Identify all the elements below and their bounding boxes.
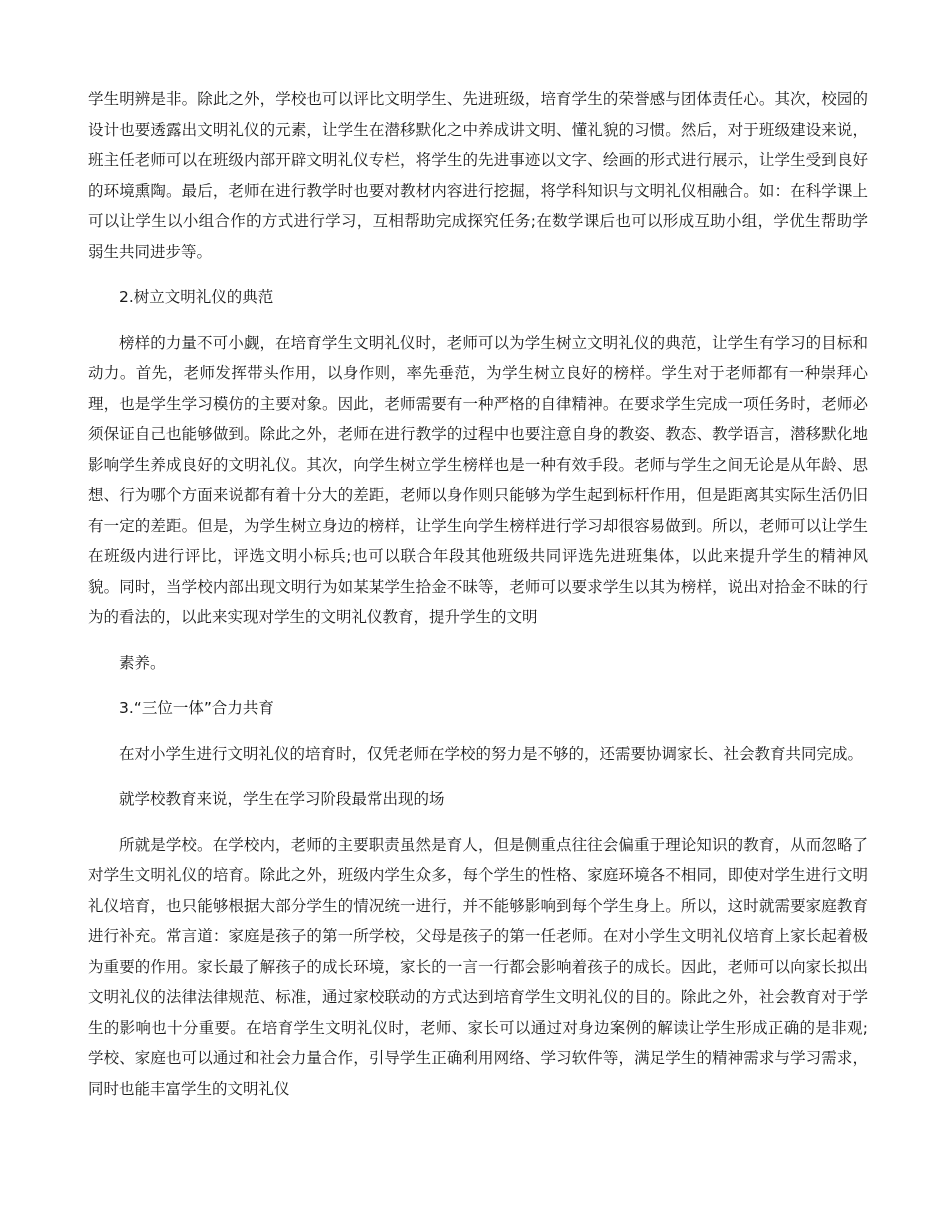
section-heading-2: 2.树立文明礼仪的典范 bbox=[119, 288, 274, 306]
paragraph-role-model: 榜样的力量不可小觑，在培育学生文明礼仪时，老师可以为学生树立文明礼仪的典范，让学生有学习的目标和动力。首先，老师发挥带头作用，以身作则，率先垂范，为学生树立良好的榜样。学生对于老师都有一种崇拜心理，也是学生学习模仿的主要对象。因此，老师需要有一种严格的自律精神。在要求学生完成一项任务时，老师必须保证自己也能够做到。除此之外，老师在进行教学的过程中也要注意自身的教姿、教态、教学语言，潜移默化地影响学生养成良好的文明礼仪。其次，向学生树立学生榜样也是一种有效手段。老师与学生之间无论是从年龄、思想、行为哪个方面来说都有着十分大的差距，老师以身作则只能够为学生起到标杆作用，但是距离其实际生活仍旧有一定的差距。但是，为学生树立身边的榜样，让学生向学生榜样进行学习却很容易做到。所以，老师可以让学生在班级内进行评比，评选文明小标兵;也可以联合年段其他班级共同评选先进班集体，以此来提升学生的精神风貌。同时，当学校内部出现文明行为如某某学生拾金不昧等，老师可以要求学生以其为榜样，说出对拾金不昧的行为的看法的，以此来实现对学生的文明礼仪教育，提升学生的文明 bbox=[88, 333, 868, 626]
paragraph-intro-cooperation: 在对小学生进行文明礼仪的培育时，仅凭老师在学校的努力是不够的，还需要协调家长、社会教育共同完成。 bbox=[119, 744, 864, 763]
paragraph-fragment: 素养。 bbox=[119, 653, 166, 672]
paragraph-continuation: 学生明辨是非。除此之外，学校也可以评比文明学生、先进班级，培育学生的荣誉感与团体责任心。其次，校园的设计也要透露出文明礼仪的元素，让学生在潜移默化之中养成讲文明、懂礼貌的习惯。然后，对于班级建设来说，班主任老师可以在班级内部开辟文明礼仪专栏，将学生的先进事迹以文字、绘画的形式进行展示，让学生受到良好的环境熏陶。最后，老师在进行教学时也要对教材内容进行挖掘，将学科知识与文明礼仪相融合。如：在科学课上可以让学生以小组合作的方式进行学习，互相帮助完成探究任务;在数学课后也可以形成互助小组，学优生帮助学弱生共同进步等。 bbox=[88, 90, 868, 261]
section-heading-3: 3.“三位一体”合力共育 bbox=[119, 699, 274, 717]
paragraph-school-education: 就学校教育来说，学生在学习阶段最常出现的场 bbox=[119, 790, 445, 808]
document-body bbox=[88, 84, 868, 1119]
paragraph-family-society: 所就是学校。在学校内，老师的主要职责虽然是育人，但是侧重点往往会偏重于理论知识的教育，从而忽略了对学生文明礼仪的培育。除此之外，班级内学生众多，每个学生的性格、家庭环境各不相同，即使对学生进行文明礼仪培育，也只能够根据大部分学生的情况统一进行，并不能够影响到每个学生身上。所以，这时就需要家庭教育进行补充。常言道：家庭是孩子的第一所学校，父母是孩子的第一任老师。在对小学生文明礼仪培育上家长起着极为重要的作用。家长最了解孩子的成长环境，家长的一言一行都会影响着孩子的成长。因此，老师可以向家长拟出文明礼仪的法律法律规范、标准，通过家校联动的方式达到培育学生文明礼仪的目的。除此之外，社会教育对于学生的影响也十分重要。在培育学生文明礼仪时，老师、家长可以通过对身边案例的解读让学生形成正确的是非观;学校、家庭也可以通过和社会力量合作，引导学生正确利用网络、学习软件等，满足学生的精神需求与学习需求，同时也能丰富学生的文明礼仪 bbox=[88, 835, 868, 1098]
